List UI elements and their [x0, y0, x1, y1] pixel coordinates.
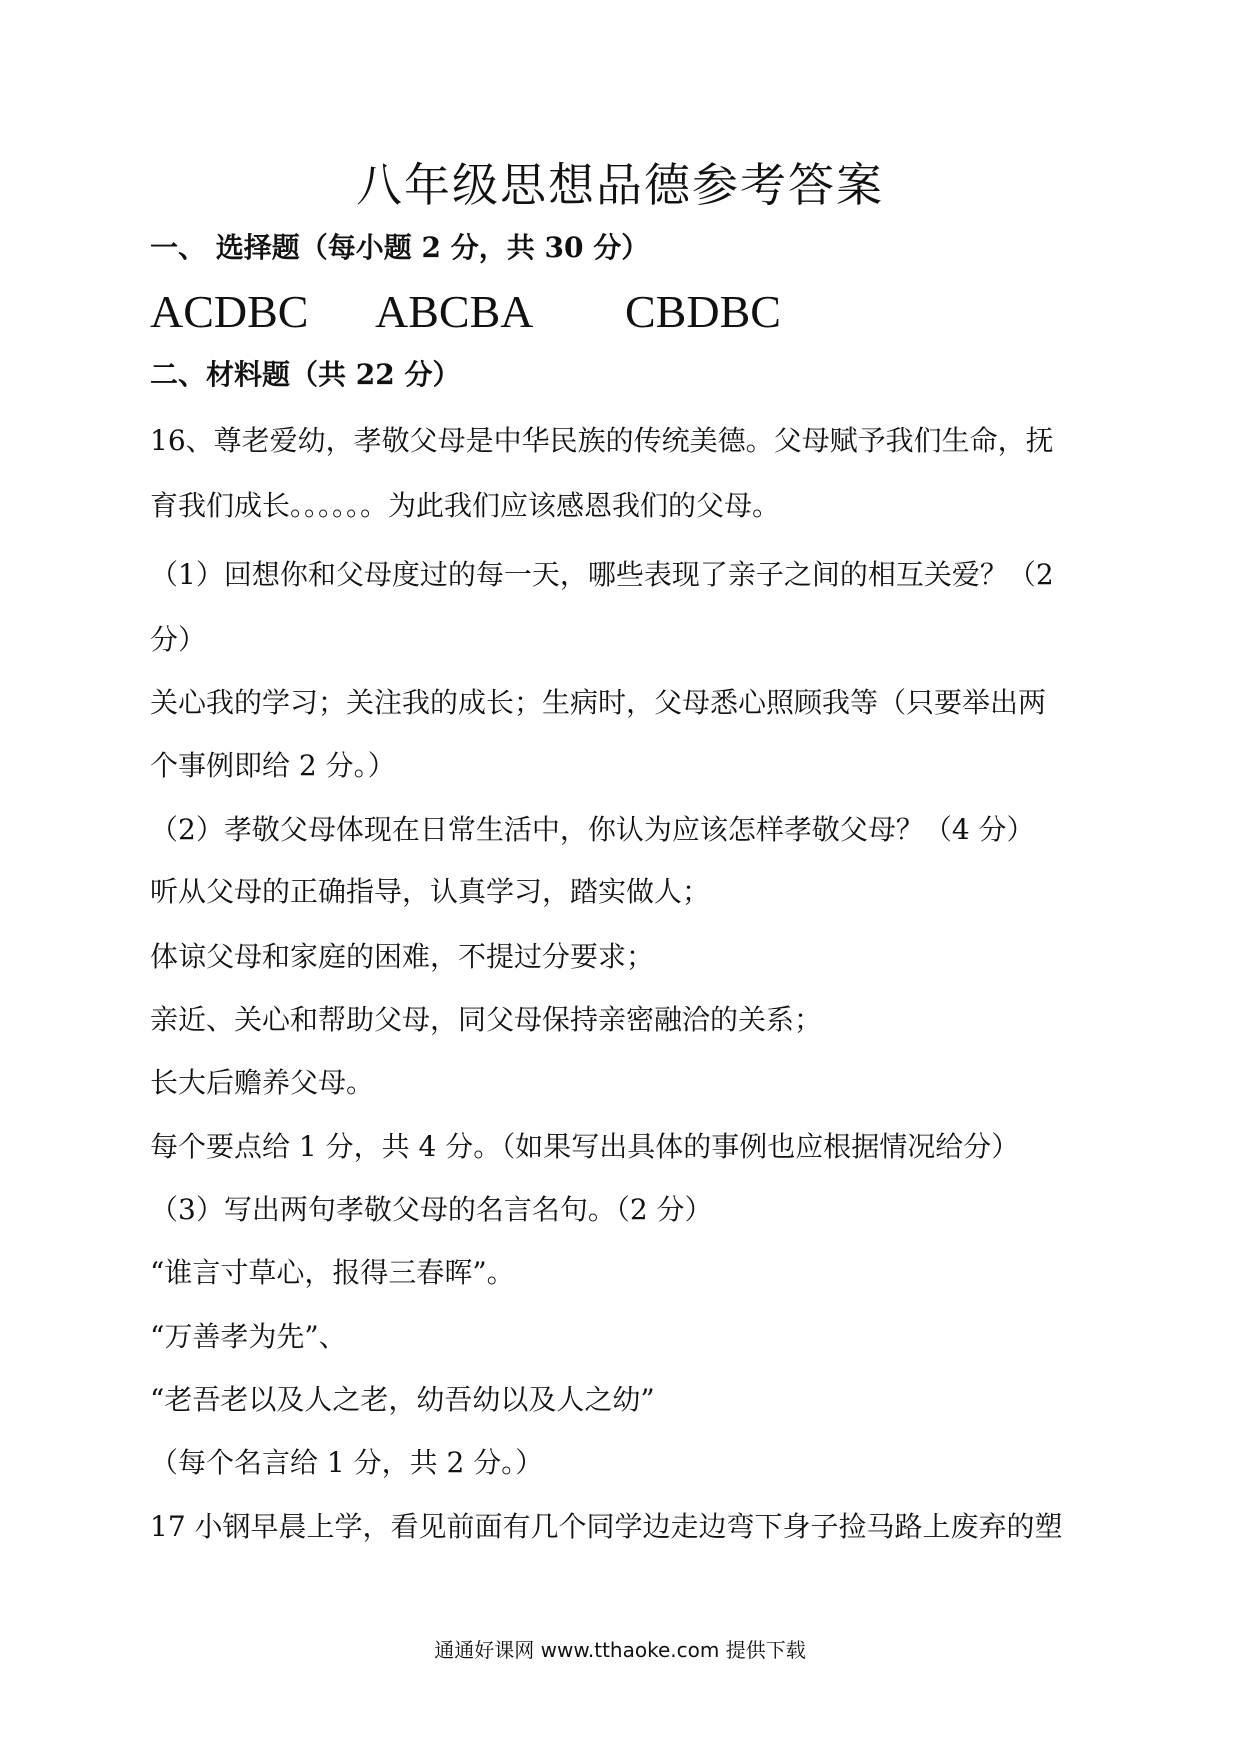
body-line: 长大后赡养父母。 [150, 1066, 375, 1099]
body-line: “万善孝为先”、 [150, 1320, 347, 1353]
body-line: 关心我的学习；关注我的成长；生病时，父母悉心照顾我等（只要举出两 [150, 686, 1047, 719]
mc-answer-row [150, 282, 781, 342]
body-line: 16、尊老爱幼，孝敬父母是中华民族的传统美德。父母赋予我们生命，抚 [150, 424, 1054, 457]
body-line: （每个名言给 1 分，共 2 分。） [150, 1446, 544, 1479]
body-line: 个事例即给 2 分。） [150, 749, 396, 782]
body-line: 听从父母的正确指导，认真学习，踏实做人； [150, 875, 711, 908]
body-line: 分） [150, 623, 207, 656]
body-line: “谁言寸草心，报得三春晖”。 [150, 1256, 515, 1289]
body-line: 17 小钢早晨上学，看见前面有几个同学边走边弯下身子捡马路上废弃的塑 [150, 1510, 1063, 1543]
mc-answer-group-3: CBDBC [625, 286, 781, 337]
mc-answer-group-2: ABCBA [375, 286, 534, 337]
body-line: 每个要点给 1 分，共 4 分。（如果写出具体的事例也应根据情况给分） [150, 1130, 1020, 1163]
body-line: （2）孝敬父母体现在日常生活中，你认为应该怎样孝敬父母？（4 分） [150, 813, 1035, 846]
section2-heading: 二、材料题（共 22 分） [150, 358, 461, 391]
body-line: （1）回想你和父母度过的每一天，哪些表现了亲子之间的相互关爱？（2 [150, 558, 1054, 591]
body-line: “老吾老以及人之老，幼吾幼以及人之幼” [150, 1383, 655, 1416]
body-line: 亲近、关心和帮助父母，同父母保持亲密融洽的关系； [150, 1003, 823, 1036]
body-line: （3）写出两句孝敬父母的名言名句。（2 分） [150, 1193, 713, 1226]
body-line: 育我们成长。。。。。。为此我们应该感恩我们的父母。 [150, 489, 781, 522]
page-title: 八年级思想品德参考答案 [356, 158, 884, 212]
section1-heading: 一、 选择题（每小题 2 分，共 30 分） [150, 231, 650, 264]
page-footer: 通通好课网 www.tthaoke.com 提供下载 [434, 1638, 806, 1662]
mc-answer-group-1: ACDBC [150, 286, 309, 337]
body-line: 体谅父母和家庭的困难，不提过分要求； [150, 940, 655, 973]
